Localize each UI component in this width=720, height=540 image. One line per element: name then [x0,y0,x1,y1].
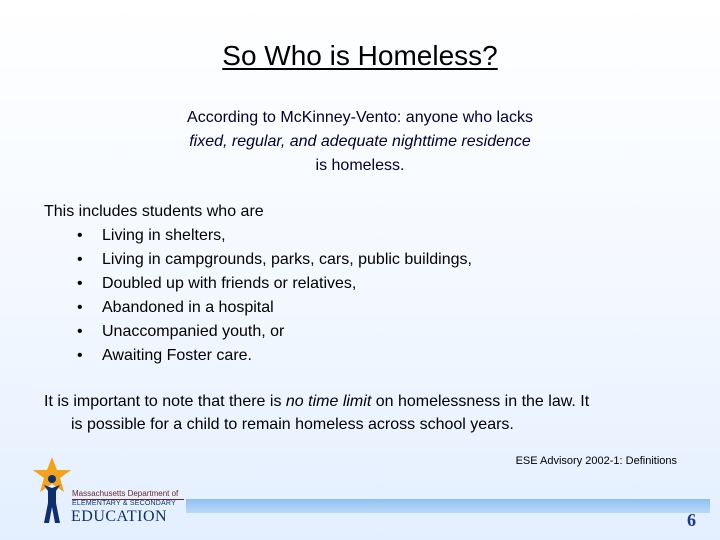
footer-bar [186,499,710,513]
logo-line-1: Massachusetts Department of [72,489,179,498]
definition-line-3: is homeless. [315,157,405,174]
list-item [77,224,472,248]
citation: ESE Advisory 2002-1: Definitions [515,455,677,467]
important-emphasis: no time limit [285,393,372,410]
list-item-text: Unaccompanied youth, or [102,323,285,340]
list-item [77,320,472,344]
list-item-text: Doubled up with friends or relatives, [102,275,357,292]
star-figure-icon [30,455,74,529]
list-item [77,344,472,368]
list-item-text: Abandoned in a hospital [102,299,274,316]
page-number: 6 [687,510,696,530]
important-line-2: is possible for a child to remain homeless across school years. [71,416,514,433]
list-item [77,296,472,320]
bullet-icon: • [77,299,83,316]
bullet-icon: • [77,275,83,292]
ese-logo [30,455,190,530]
list-item [77,272,472,296]
important-text-after: on homelessness in the law. It [371,393,590,410]
bullet-list [44,224,472,368]
definition-line-1: According to McKinney-Vento: anyone who lacks [187,109,533,126]
includes-section [44,200,472,368]
list-item-text: Living in shelters, [102,227,226,244]
logo-line-2: ELEMENTARY & SECONDARY [72,500,176,507]
list-item-text: Living in campgrounds, parks, cars, public buildings, [102,251,472,268]
logo-line-3: EDUCATION [71,508,168,525]
important-text-before: It is important to note that there is [44,393,286,410]
list-item [77,248,472,272]
slide-title: So Who is Homeless? [222,40,498,71]
bullet-icon: • [77,251,83,268]
important-note [44,390,684,436]
includes-intro: This includes students who are [44,203,264,220]
definition-quote [160,106,560,178]
bullet-icon: • [77,347,83,364]
bullet-icon: • [77,323,83,340]
definition-line-2: fixed, regular, and adequate nighttime residence [189,133,531,150]
bullet-icon: • [77,227,83,244]
list-item-text: Awaiting Foster care. [102,347,252,364]
